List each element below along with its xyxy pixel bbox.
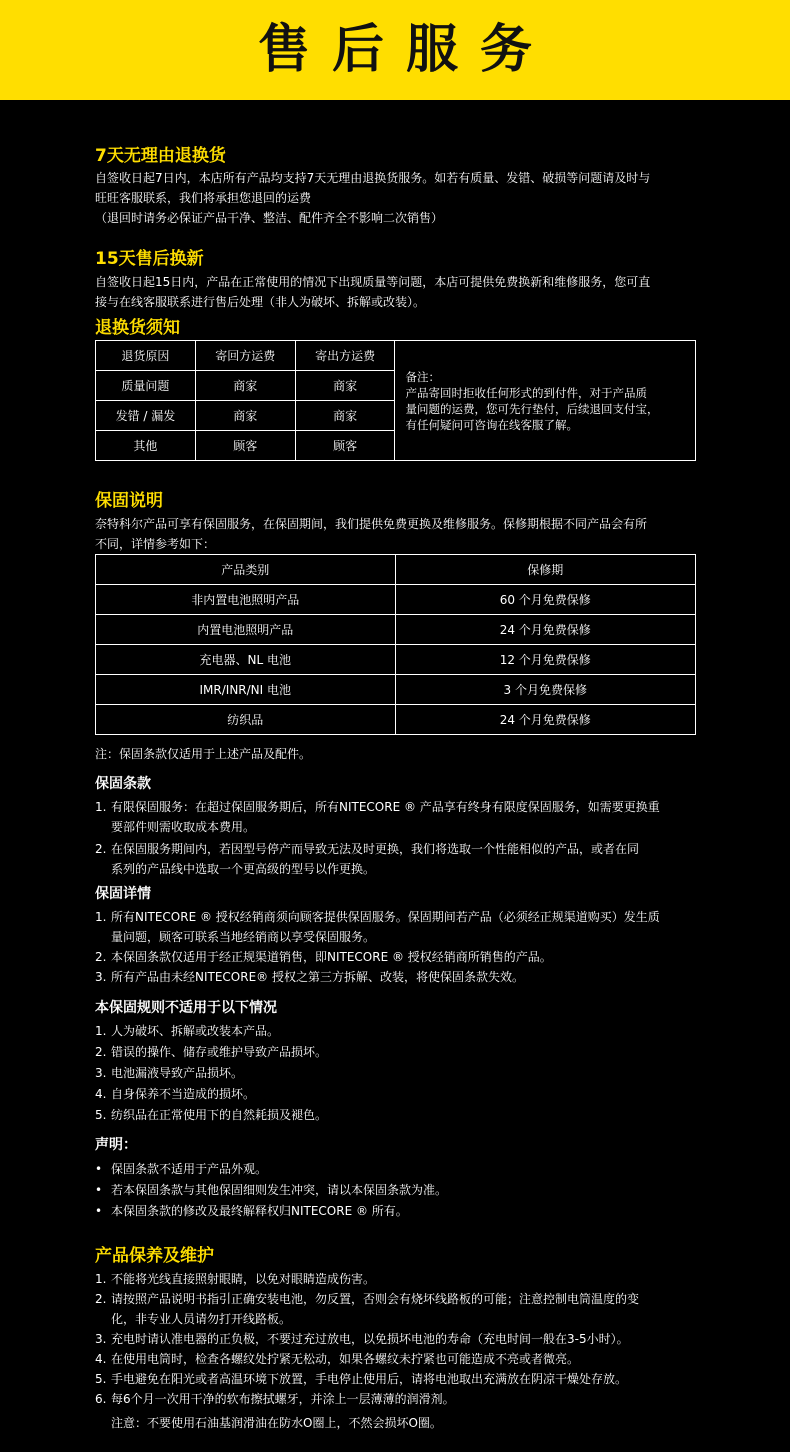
table-cell: 顾客 [195, 431, 295, 461]
header-banner [0, 0, 790, 100]
list-item [95, 1369, 697, 1389]
list-item [95, 1084, 697, 1104]
list-item [95, 907, 697, 947]
item-text: 人为破坏、拆解或改装本产品。 [111, 1024, 280, 1038]
item-text: 化，非专业人员请勿打开线路板。 [111, 1312, 292, 1326]
table-header-cell: 寄回方运费 [195, 341, 295, 371]
table-cell: 发错 / 漏发 [96, 401, 196, 431]
table-header-cell: 产品类别 [96, 555, 396, 585]
table-header-cell: 寄出方运费 [295, 341, 395, 371]
table-cell: 内置电池照明产品 [96, 615, 396, 645]
return7-line: 自签收日起7日内，本店所有产品均支持7天无理由退换货服务。如若有质量、发错、破损等问题请及时与 [95, 171, 651, 185]
note-line: 量问题的运费，您可先行垫付，后续退回支付宝， [405, 401, 659, 416]
item-number: 2. [95, 842, 107, 856]
table-header-cell: 保修期 [395, 555, 695, 585]
return-notes-table [95, 340, 696, 461]
list-item [95, 1289, 697, 1329]
note-line: 产品寄回时拒收任何形式的到付件，对于产品质 [405, 385, 647, 400]
item-number: 6. [95, 1392, 107, 1406]
item-number: 1. [95, 1272, 107, 1286]
note-label: 备注： [405, 369, 440, 384]
details-list [95, 907, 697, 987]
item-text: 所有产品由未经NITECORE® 授权之第三方拆解、改装，将使保固条款失效。 [111, 970, 524, 984]
table-cell: 24 个月免费保修 [395, 615, 695, 645]
page-title: 售后服务 [257, 20, 554, 80]
table-cell: 其他 [96, 431, 196, 461]
table-cell: 24 个月免费保修 [395, 705, 695, 735]
list-item [95, 1021, 697, 1041]
warranty-footnote: 注：保固条款仅适用于上述产品及配件。 [95, 747, 312, 761]
item-text: 充电时请认准电器的正负极，不要过充过放电，以免损坏电池的寿命（充电时间一般在3-5小时）。 [111, 1332, 629, 1346]
list-item [95, 1201, 697, 1221]
item-text: 不能将光线直接照射眼睛，以免对眼睛造成伤害。 [111, 1272, 376, 1286]
bullet-icon: • [95, 1162, 103, 1176]
list-item [95, 967, 697, 987]
service15-line: 接与在线客服联系进行售后处理（非人为破坏、拆解或改装）。 [95, 295, 426, 309]
return7-line: （退回时请务必保证产品干净、整洁、配件齐全不影响二次销售） [95, 211, 444, 225]
item-text: 错误的操作、储存或维护导致产品损坏。 [111, 1045, 328, 1059]
item-number: 3. [95, 970, 107, 984]
item-number: 2. [95, 950, 107, 964]
terms-title: 保固条款 [95, 776, 151, 792]
table-cell: 商家 [195, 371, 295, 401]
table-cell: IMR/INR/NI 电池 [96, 675, 396, 705]
return-notes-title: 退换货须知 [95, 318, 180, 338]
exclusions-list [95, 1021, 697, 1125]
list-item [95, 1105, 697, 1125]
item-number: 1. [95, 800, 107, 814]
item-text: 在保固服务期间内，若因型号停产而导致无法及时更换，我们将选取一个性能相似的产品，或者在同 [111, 842, 640, 856]
table-cell: 12 个月免费保修 [395, 645, 695, 675]
warranty-line: 不同，详情参考如下： [95, 537, 216, 551]
warranty-line: 奈特科尔产品可享有保固服务，在保固期间，我们提供免费更换及维修服务。保修期根据不同产品会有所 [95, 517, 648, 531]
table-cell: 商家 [195, 401, 295, 431]
item-number: 2. [95, 1045, 107, 1059]
service15-title: 15天售后换新 [95, 249, 204, 269]
maintenance-title: 产品保养及维护 [95, 1246, 214, 1266]
table-row [96, 645, 696, 675]
item-text: 本保固条款仅适用于经正规渠道销售，即NITECORE ® 授权经销商所销售的产品。 [111, 950, 552, 964]
table-row [96, 615, 696, 645]
item-number: 2. [95, 1292, 107, 1306]
table-row [96, 585, 696, 615]
item-text: 在使用电筒时，检查各螺纹处拧紧无松动，如果各螺纹未拧紧也可能造成不亮或者微亮。 [111, 1352, 580, 1366]
item-number: 3. [95, 1066, 107, 1080]
service15-text [95, 272, 697, 312]
list-item [95, 1329, 697, 1349]
item-text: 纺织品在正常使用下的自然耗损及褪色。 [111, 1108, 328, 1122]
warranty-table [95, 554, 696, 735]
table-cell: 3 个月免费保修 [395, 675, 695, 705]
warranty-text [95, 514, 697, 554]
bullet-icon: • [95, 1204, 103, 1218]
list-item [95, 1063, 697, 1083]
return-note-cell [395, 341, 696, 461]
item-number: 5. [95, 1108, 107, 1122]
warranty-table-wrap [95, 554, 696, 735]
item-text: 量问题，顾客可联系当地经销商以享受保固服务。 [111, 930, 376, 944]
item-text: 若本保固条款与其他保固细则发生冲突，请以本保固条款为准。 [111, 1183, 448, 1197]
exclusions-title: 本保固规则不适用于以下情况 [95, 1000, 277, 1016]
list-item [95, 1180, 697, 1200]
table-cell: 质量问题 [96, 371, 196, 401]
table-cell: 商家 [295, 401, 395, 431]
item-text: 有限保固服务：在超过保固服务期后，所有NITECORE ® 产品享有终身有限度保固服务，如需要更换重 [111, 800, 660, 814]
table-cell: 商家 [295, 371, 395, 401]
item-text: 要部件则需收取成本费用。 [111, 820, 256, 834]
terms-list [95, 797, 697, 879]
maintenance-list [95, 1269, 697, 1409]
item-number: 4. [95, 1087, 107, 1101]
return-notes-table-wrap [95, 340, 696, 461]
item-text: 系列的产品线中选取一个更高级的型号以作更换。 [111, 862, 376, 876]
item-text: 保固条款不适用于产品外观。 [111, 1162, 268, 1176]
item-text: 手电避免在阳光或者高温环境下放置，手电停止使用后，请将电池取出充满放在阴凉干燥处存放。 [111, 1372, 628, 1386]
bullet-icon: • [95, 1183, 103, 1197]
list-item [95, 1042, 697, 1062]
statement-title: 声明： [95, 1137, 137, 1153]
list-item [95, 1389, 697, 1409]
item-text: 本保固条款的修改及最终解释权归NITECORE ® 所有。 [111, 1204, 408, 1218]
table-header-cell: 退货原因 [96, 341, 196, 371]
item-text: 每6个月一次用干净的软布擦拭螺牙，并涂上一层薄薄的润滑剂。 [111, 1392, 455, 1406]
return7-title: 7天无理由退换货 [95, 146, 226, 166]
return7-line: 旺旺客服联系，我们将承担您退回的运费 [95, 191, 312, 205]
item-text: 电池漏液导致产品损坏。 [111, 1066, 244, 1080]
list-item [95, 1349, 697, 1369]
return7-text [95, 168, 697, 228]
table-row [96, 341, 696, 371]
table-cell: 纺织品 [96, 705, 396, 735]
table-cell: 非内置电池照明产品 [96, 585, 396, 615]
item-number: 5. [95, 1372, 107, 1386]
item-text: 请按照产品说明书指引正确安装电池，勿反置，否则会有烧坏线路板的可能；注意控制电筒温度的变 [111, 1292, 640, 1306]
list-item [95, 1159, 697, 1179]
service15-line: 自签收日起15日内，产品在正常使用的情况下出现质量等问题，本店可提供免费换新和维修服务，您可直 [95, 275, 651, 289]
item-number: 1. [95, 1024, 107, 1038]
item-text: 所有NITECORE ® 授权经销商须向顾客提供保固服务。保固期间若产品（必须经正规渠道购买）发生质 [111, 910, 660, 924]
table-row [96, 555, 696, 585]
list-item [95, 839, 697, 879]
warranty-title: 保固说明 [95, 491, 163, 511]
list-item [95, 947, 697, 967]
statement-list [95, 1159, 697, 1221]
table-cell: 60 个月免费保修 [395, 585, 695, 615]
item-number: 1. [95, 910, 107, 924]
table-row [96, 705, 696, 735]
note-line: 有任何疑问可咨询在线客服了解。 [405, 417, 578, 432]
item-number: 3. [95, 1332, 107, 1346]
list-item [95, 797, 697, 837]
details-title: 保固详情 [95, 886, 151, 902]
list-item [95, 1269, 697, 1289]
table-cell: 顾客 [295, 431, 395, 461]
item-text: 自身保养不当造成的损坏。 [111, 1087, 256, 1101]
item-number: 4. [95, 1352, 107, 1366]
maintenance-note: 注意：不要使用石油基润滑油在防水O圈上，不然会损坏O圈。 [111, 1416, 442, 1430]
table-cell: 充电器、NL 电池 [96, 645, 396, 675]
table-row [96, 675, 696, 705]
